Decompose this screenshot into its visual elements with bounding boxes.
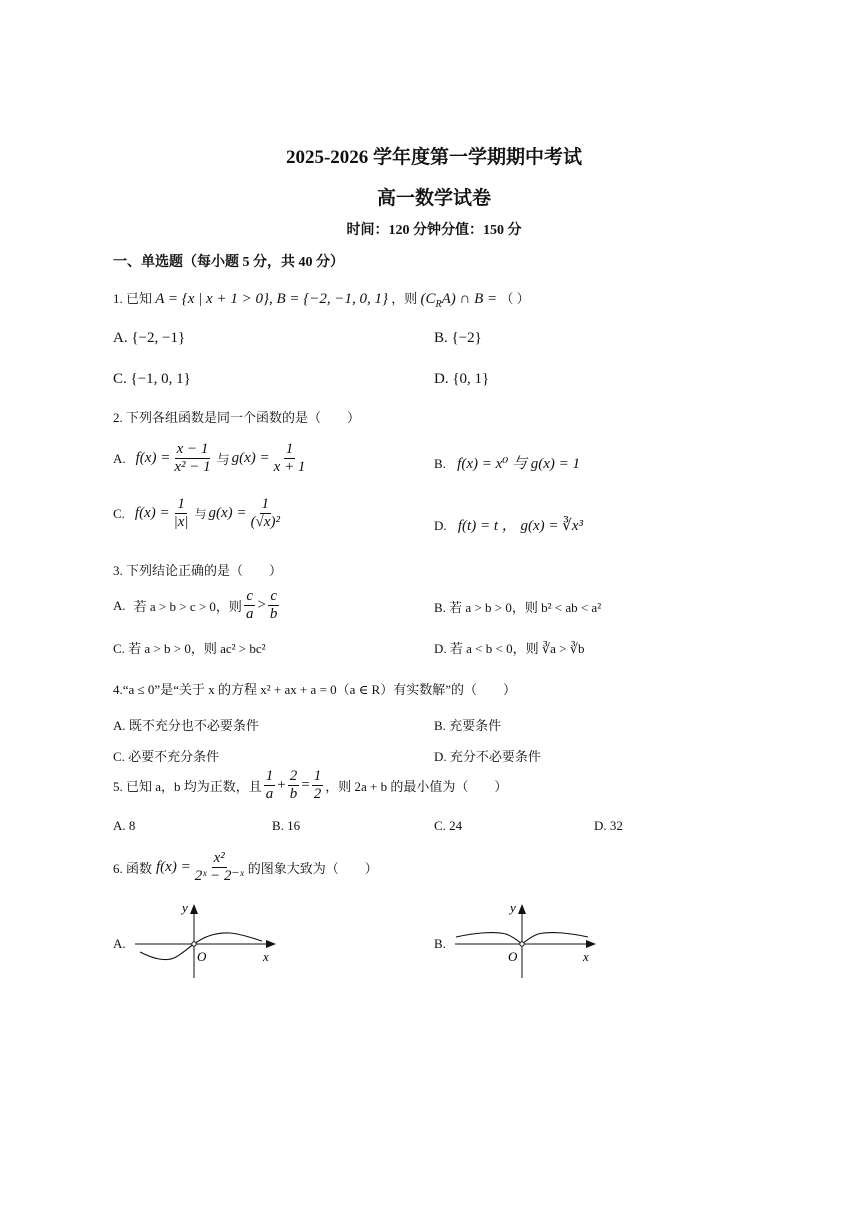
q3-a-frac2: $\frac{c}{b}$: [269, 588, 278, 623]
q2-b-text: f(x) = x⁰ 与 g(x) = 1: [457, 456, 581, 472]
q4-option-c: C. 必要不充分条件: [113, 749, 220, 764]
q2-c-and: 与: [194, 507, 207, 522]
q6-a-axis-y: y: [182, 900, 188, 915]
q3-option-b: B. 若 a > b > 0，则 b² < ab < a²: [434, 600, 602, 615]
q1-option-a: A. {−2, −1}: [113, 330, 186, 346]
question-5-stem: [113, 768, 507, 804]
q2-option-b: [434, 452, 580, 473]
q2-c-label: C.: [113, 505, 125, 521]
q5-frac2: $\frac{2}{b}$: [289, 768, 298, 803]
q6-prefix: 6. 函数: [113, 861, 153, 877]
q6-fraction: $\frac{\text{x²}}{\text{2ˣ − 2⁻ˣ}}$: [194, 850, 244, 885]
q2-option-c: [113, 496, 284, 532]
q5-eq: =: [301, 777, 310, 794]
q2-a-label: A.: [113, 450, 126, 466]
section-heading: 一、单选题（每小题 5 分，共 40 分）: [113, 255, 344, 270]
q2-a-g-fraction: $\frac{1}{x + 1}$: [273, 441, 306, 476]
q3-a-frac1: $\frac{c}{a}$: [245, 588, 254, 623]
q6-graph-a: [130, 900, 280, 980]
q5-option-a: A. 8: [113, 818, 136, 833]
q1-then: ，则: [391, 291, 418, 306]
q2-c-g: g(x) =: [208, 505, 247, 522]
q6-f: f(x) =: [156, 859, 191, 876]
q6-b-origin: O: [508, 949, 518, 964]
q6-b-axis-y: y: [510, 900, 516, 915]
q1-expr: $(C_RA)$ ∩ B =: [420, 291, 498, 310]
q1-set-a: A = {x | x + 1 > 0}: [155, 291, 269, 307]
q3-option-d: D. 若 a < b < 0，则 ∛a > ∛b: [434, 641, 585, 656]
q5-prefix: 5. 已知 a，b 均为正数，且: [113, 779, 262, 795]
q3-a-text: 若 a > b > c > 0，则: [133, 599, 242, 615]
q6-option-a-label: A.: [113, 936, 126, 951]
q2-a-fraction: $\frac{x - 1}{\text{x² − 1}}$: [174, 441, 211, 476]
q5-suffix: ，则 2a + b 的最小值为（ ）: [325, 779, 508, 795]
question-1-stem: [113, 288, 530, 310]
q6-suffix: 的图象大致为（ ）: [247, 861, 378, 877]
q6-a-origin: O: [197, 949, 207, 964]
q3-option-a: [113, 588, 281, 624]
q1-option-b: B. {−2}: [434, 330, 482, 346]
exam-title: 2025-2026 学年度第一学期期中考试: [285, 147, 583, 168]
q4-option-a: A. 既不充分也不必要条件: [113, 718, 259, 733]
q2-b-label: B.: [434, 456, 446, 471]
q2-c-fraction: $\frac{1}{|x|}$: [173, 496, 189, 531]
q2-a-g: g(x) =: [231, 450, 270, 467]
question-2-stem: 2. 下列各组函数是同一个函数的是（ ）: [113, 410, 361, 425]
q5-option-b: B. 16: [272, 818, 301, 833]
q1-option-c: C. {−1, 0, 1}: [113, 371, 191, 387]
question-3-stem: 3. 下列结论正确的是（ ）: [113, 563, 283, 578]
q2-a-f: f(x) =: [135, 450, 171, 467]
q2-a-and: 与: [216, 452, 230, 468]
q5-option-d: D. 32: [594, 818, 623, 833]
q6-graph-b: [450, 900, 600, 980]
q2-c-g-fraction: $\frac{1}{\text{(√x)²}}$: [250, 496, 280, 531]
q1-option-d: D. {0, 1}: [434, 371, 490, 387]
q3-option-c: C. 若 a > b > 0，则 ac² > bc²: [113, 641, 266, 656]
question-6-stem: [113, 850, 378, 886]
q2-d-text: f(t) = t ， g(x) = ∛x³: [457, 518, 583, 534]
exam-meta: 时间：120 分钟分值：150 分: [346, 223, 522, 238]
question-4-stem: 4.“a ≤ 0”是“关于 x 的方程 x² + ax + a = 0（a ∈ R）有实数解”的（ ）: [113, 682, 516, 697]
q5-option-c: C. 24: [434, 818, 463, 833]
q4-option-b: B. 充要条件: [434, 718, 502, 733]
q2-c-f: f(x) =: [134, 505, 170, 522]
q2-option-d: [434, 514, 583, 535]
q5-frac1: $\frac{1}{a}$: [265, 768, 274, 803]
exam-subtitle: 高一数学试卷: [376, 188, 491, 209]
q3-a-gt: >: [257, 597, 266, 614]
q5-frac3: $\frac{1}{2}$: [313, 768, 322, 803]
q4-option-d: D. 充分不必要条件: [434, 749, 541, 764]
q6-a-axis-x: x: [263, 949, 269, 964]
q6-b-axis-x: x: [583, 949, 589, 964]
q3-a-label: A.: [113, 597, 126, 613]
q1-set-b: , B = {−2, −1, 0, 1}: [268, 291, 388, 307]
q2-d-label: D.: [434, 518, 447, 533]
q1-prefix: 1. 已知: [113, 291, 153, 306]
q5-plus: +: [277, 777, 286, 794]
q6-option-b-label: B.: [434, 936, 446, 951]
q2-option-a: [113, 441, 309, 477]
q1-paren: （ ）: [500, 291, 530, 306]
